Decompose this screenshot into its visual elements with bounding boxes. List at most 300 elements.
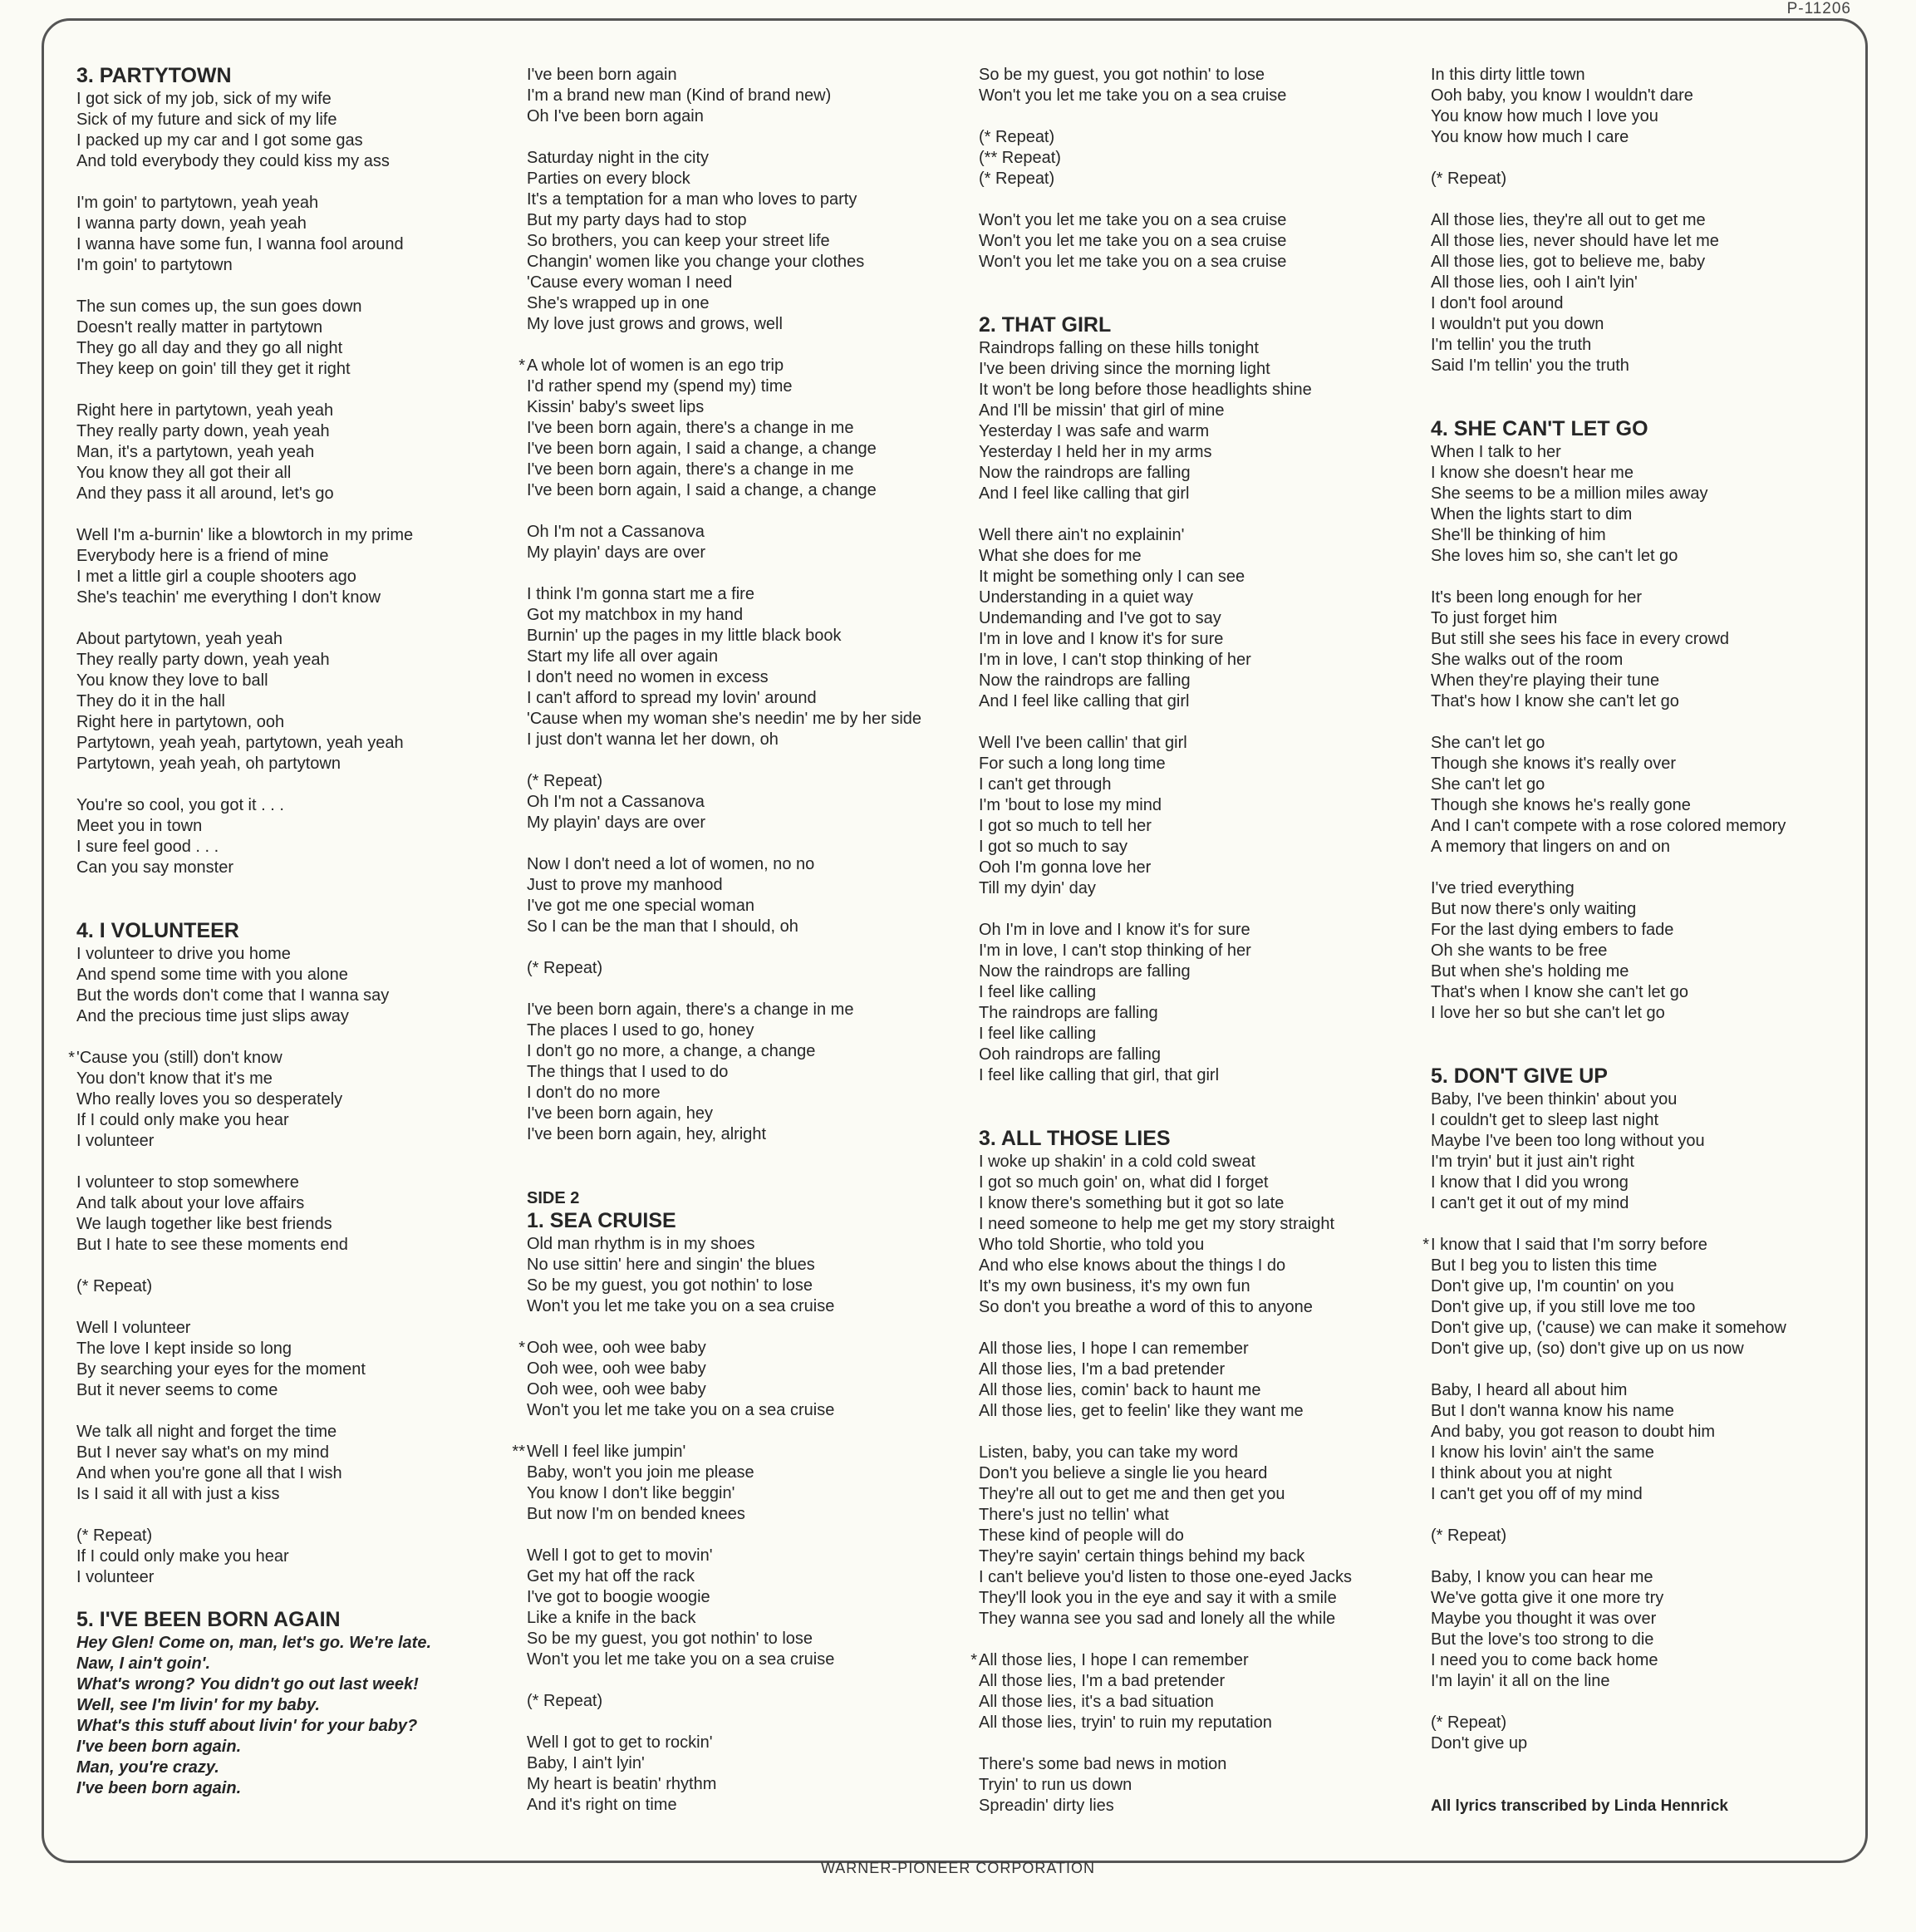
lyric-line: I'm in love, I can't stop thinking of her <box>979 941 1251 960</box>
lyric-line: Got my matchbox in my hand <box>527 606 744 624</box>
song-title: 3. ALL THOSE LIES <box>979 1127 1171 1150</box>
lyric-line: All those lies, I'm a bad pretender <box>979 1360 1226 1379</box>
lyric-line: All those lies, they're all out to get me <box>1431 211 1706 229</box>
spoken-intro-line: Man, you're crazy. <box>76 1758 219 1777</box>
stanza-gap <box>1431 858 1846 878</box>
lyric-line: I volunteer to drive you home <box>76 945 291 963</box>
lyric-line: All those lies, never should have let me <box>1431 232 1719 250</box>
lyric-line: Listen, baby, you can take my word <box>979 1443 1239 1462</box>
lyric-line: I volunteer to stop somewhere <box>76 1173 299 1192</box>
lyric-line: In this dirty little town <box>1431 66 1585 84</box>
lyric-line: (* Repeat) <box>527 1692 603 1710</box>
lyric-line: Sick of my future and sick of my life <box>76 111 337 129</box>
lyric-line: To just forget him <box>1431 609 1558 627</box>
stanza-gap <box>979 1318 1411 1339</box>
lyric-line: Kissin' baby's sweet lips <box>527 398 705 416</box>
lyric-line: I'm tryin' but it just ain't right <box>1431 1153 1634 1171</box>
lyric-line: I need someone to help me get my story straight <box>979 1215 1334 1233</box>
lyric-line: I don't go no more, a change, a change <box>527 1042 816 1060</box>
lyric-line: I've been born again <box>527 66 677 84</box>
lyric-line: Baby, I heard all about him <box>1431 1381 1628 1399</box>
stanza-gap <box>527 335 959 356</box>
transcription-credit: All lyrics transcribed by Linda Hennrick <box>1431 1797 1728 1815</box>
lyric-line: All those lies, tryin' to ruin my reputation <box>979 1713 1272 1732</box>
spoken-intro-line: Hey Glen! Come on, man, let's go. We're late. <box>76 1634 432 1652</box>
lyric-line: And the precious time just slips away <box>76 1007 349 1025</box>
lyric-line: Understanding in a quiet way <box>979 588 1193 607</box>
lyric-line: Start my life all over again <box>527 647 719 666</box>
lyric-line: Well I volunteer <box>76 1319 191 1337</box>
lyric-line: She can't let go <box>1431 734 1545 752</box>
lyric-line: Undemanding and I've got to say <box>979 609 1221 627</box>
lyric-line: (** Repeat) <box>979 149 1061 167</box>
lyric-line: My playin' days are over <box>527 543 706 562</box>
lyrics-column-1 <box>68 64 508 1799</box>
lyric-line: Won't you let me take you on a sea cruise <box>979 86 1287 105</box>
stanza-gap <box>979 1630 1411 1650</box>
stanza-gap <box>76 504 508 525</box>
lyric-line: But the love's too strong to die <box>1431 1630 1654 1649</box>
lyric-line: (* Repeat) <box>76 1277 153 1295</box>
lyric-line: And baby, you got reason to doubt him <box>1431 1423 1716 1441</box>
lyric-line: Maybe you thought it was over <box>1431 1610 1657 1628</box>
lyric-line: You're so cool, you got it . . . <box>76 796 284 814</box>
lyric-line: Well I got to get to rockin' <box>527 1733 713 1752</box>
stanza-gap <box>527 1525 959 1546</box>
lyric-line: Meet you in town <box>76 817 203 835</box>
lyric-line: Old man rhythm is in my shoes <box>527 1235 755 1253</box>
lyric-line: Baby, I ain't lyin' <box>527 1754 645 1772</box>
lyric-line: All those lies, I hope I can remember <box>979 1340 1249 1358</box>
lyric-line: By searching your eyes for the moment <box>76 1360 366 1379</box>
stanza-gap <box>979 1733 1411 1754</box>
lyric-text: Well I feel like jumpin' <box>527 1443 686 1461</box>
stanza-gap <box>527 127 959 148</box>
lyric-line: Well I've been callin' that girl <box>979 734 1187 752</box>
lyric-line: But now I'm on bended knees <box>527 1505 745 1523</box>
stanza-gap <box>1431 712 1846 733</box>
lyric-line: Yesterday I was safe and warm <box>979 422 1210 440</box>
lyric-line: I'm in love, I can't stop thinking of her <box>979 651 1251 669</box>
lyric-line: Won't you let me take you on a sea cruise <box>979 232 1287 250</box>
lyric-line: I wanna party down, yeah yeah <box>76 214 307 233</box>
stanza-gap <box>527 501 959 522</box>
lyric-line: I'm goin' to partytown <box>76 256 233 274</box>
stanza-gap <box>979 106 1411 127</box>
stanza-gap <box>527 979 959 1000</box>
lyric-line: That's when I know she can't let go <box>1431 983 1689 1001</box>
song-title: 3. PARTYTOWN <box>76 64 232 87</box>
stanza-gap <box>1431 1692 1846 1713</box>
lyric-line: So be my guest, you got nothin' to lose <box>527 1630 813 1648</box>
lyric-line: Now the raindrops are falling <box>979 464 1191 482</box>
lyric-line: I've been born again, hey, alright <box>527 1125 767 1143</box>
lyric-line: Ooh baby, you know I wouldn't dare <box>1431 86 1693 105</box>
lyric-line: So be my guest, you got nothin' to lose <box>527 1276 813 1295</box>
lyric-line: Partytown, yeah yeah, oh partytown <box>76 755 341 773</box>
lyrics-column-2 <box>512 65 959 1816</box>
stanza-gap <box>979 1086 1411 1107</box>
lyric-line: And spend some time with you alone <box>76 966 348 984</box>
lyric-line: Right here in partytown, ooh <box>76 713 285 731</box>
stanza-gap <box>1431 1214 1846 1235</box>
lyric-line: Like a knife in the back <box>527 1609 696 1627</box>
lyric-line: I'm a brand new man (Kind of brand new) <box>527 86 832 105</box>
lyric-line: They do it in the hall <box>76 692 225 710</box>
publisher-footer: WARNER-PIONEER CORPORATION <box>820 1860 1095 1876</box>
lyric-text: I know that I said that I'm sorry before <box>1431 1236 1707 1254</box>
lyric-line: All those lies, got to believe me, baby <box>1431 253 1706 271</box>
lyric-line: Oh I'm not a Cassanova <box>527 523 705 541</box>
lyric-line: For such a long long time <box>979 755 1166 773</box>
lyric-line: But I hate to see these moments end <box>76 1236 348 1254</box>
lyric-line: Though she knows he's really gone <box>1431 796 1691 814</box>
spoken-intro-line: Well, see I'm livin' for my baby. <box>76 1696 320 1714</box>
lyric-line: I wouldn't put you down <box>1431 315 1604 333</box>
stanza-gap <box>76 1256 508 1276</box>
lyric-line: We've gotta give it one more try <box>1431 1589 1664 1607</box>
lyric-line: The places I used to go, honey <box>527 1021 754 1040</box>
lyric-line: Don't give up, (so) don't give up on us now <box>1431 1340 1744 1358</box>
lyric-line: Don't give up, if you still love me too <box>1431 1298 1696 1316</box>
lyric-line: I've been born again, I said a change, a change <box>527 481 877 499</box>
lyric-line: But I never say what's on my mind <box>76 1443 329 1462</box>
song-title: 1. SEA CRUISE <box>527 1209 676 1232</box>
lyric-line: I volunteer <box>76 1568 155 1586</box>
lyric-line: My heart is beatin' rhythm <box>527 1775 717 1793</box>
lyric-text: A whole lot of women is an ego trip <box>527 356 784 375</box>
lyric-line: All those lies, ooh I ain't lyin' <box>1431 273 1638 292</box>
stanza-gap <box>76 774 508 795</box>
lyric-line: All those lies, it's a bad situation <box>979 1693 1214 1711</box>
lyric-line: I can't get you off of my mind <box>1431 1485 1643 1503</box>
lyric-line: It's a temptation for a man who loves to party <box>527 190 857 209</box>
stanza-gap <box>527 1145 959 1166</box>
lyric-line: I know she doesn't hear me <box>1431 464 1634 482</box>
lyric-line: Burnin' up the pages in my little black book <box>527 627 842 645</box>
lyric-line: But it never seems to come <box>76 1381 278 1399</box>
lyric-line: Well there ain't no explainin' <box>979 526 1185 544</box>
stanza-gap <box>1431 567 1846 587</box>
lyric-line: When the lights start to dim <box>1431 505 1633 524</box>
lyric-line: I know that I did you wrong <box>1431 1173 1629 1192</box>
stanza-gap <box>1431 1505 1846 1526</box>
lyric-line: For the last dying embers to fade <box>1431 921 1674 939</box>
lyric-line: I got so much goin' on, what did I forget <box>979 1173 1269 1192</box>
spoken-intro-line: I've been born again. <box>76 1738 242 1756</box>
lyric-line-marked <box>68 1048 508 1069</box>
lyric-line: What she does for me <box>979 547 1142 565</box>
lyric-line: Parties on every block <box>527 170 690 188</box>
lyric-line: Maybe I've been too long without you <box>1431 1132 1705 1150</box>
lyric-line: 'Cause when my woman she's needin' me by her side <box>527 710 922 728</box>
stanza-gap <box>979 273 1411 293</box>
lyric-line: That's how I know she can't let go <box>1431 692 1679 710</box>
lyric-line: Get my hat off the rack <box>527 1567 695 1585</box>
lyric-line: Is I said it all with just a kiss <box>76 1485 280 1503</box>
lyric-line-marked <box>518 356 959 376</box>
stanza-gap <box>76 608 508 629</box>
lyric-line: I feel like calling <box>979 1025 1097 1043</box>
lyric-line: I know there's something but it got so late <box>979 1194 1285 1212</box>
lyric-line: Well I'm a-burnin' like a blowtorch in my prime <box>76 526 414 544</box>
lyrics-column-4 <box>1422 65 1846 1816</box>
lyric-line: She's wrapped up in one <box>527 294 710 312</box>
lyric-line: I feel like calling that girl, that girl <box>979 1066 1220 1084</box>
stanza-gap <box>979 504 1411 525</box>
lyric-line: Well I got to get to movin' <box>527 1546 713 1565</box>
lyric-line: Won't you let me take you on a sea cruise <box>527 1401 835 1419</box>
lyric-line: I sure feel good . . . <box>76 838 219 856</box>
lyric-line: Oh I'm not a Cassanova <box>527 793 705 811</box>
lyric-line: I've got me one special woman <box>527 897 754 915</box>
spoken-intro-line: I've been born again. <box>76 1779 242 1797</box>
stanza-gap <box>1431 1359 1846 1380</box>
stanza-gap <box>76 1297 508 1318</box>
lyric-line: We talk all night and forget the time <box>76 1423 337 1441</box>
lyric-line: Just to prove my manhood <box>527 876 723 894</box>
lyric-line: When I talk to her <box>1431 443 1561 461</box>
lyric-line: I'd rather spend my (spend my) time <box>527 377 793 396</box>
lyric-line: Changin' women like you change your clothes <box>527 253 865 271</box>
lyric-line: You don't know that it's me <box>76 1069 273 1088</box>
lyric-line: Said I'm tellin' you the truth <box>1431 356 1629 375</box>
lyric-line: But the words don't come that I wanna say <box>76 986 390 1005</box>
lyric-line: Baby, I know you can hear me <box>1431 1568 1653 1586</box>
lyric-line: (* Repeat) <box>76 1526 153 1545</box>
lyric-line: But I beg you to listen this time <box>1431 1256 1658 1275</box>
lyric-line: So brothers, you can keep your street life <box>527 232 830 250</box>
lyric-line: She can't let go <box>1431 775 1545 794</box>
lyric-line: Saturday night in the city <box>527 149 710 167</box>
lyric-line: Though she knows it's really over <box>1431 755 1677 773</box>
song-title: 2. THAT GIRL <box>979 313 1112 337</box>
repeat-marker: * <box>970 1651 977 1669</box>
lyric-line: But my party days had to stop <box>527 211 747 229</box>
lyric-line: (* Repeat) <box>527 772 603 790</box>
lyric-line: I feel like calling <box>979 983 1097 1001</box>
stanza-gap <box>979 899 1411 920</box>
stanza-gap <box>1431 1754 1846 1775</box>
lyric-line-marked <box>512 1442 959 1463</box>
lyric-line: The love I kept inside so long <box>76 1340 292 1358</box>
stanza-gap <box>1431 1024 1846 1045</box>
lyric-line: I'm layin' it all on the line <box>1431 1672 1610 1690</box>
lyric-line: I met a little girl a couple shooters ago <box>76 568 356 586</box>
lyric-line-marked <box>518 1338 959 1359</box>
lyric-line-marked <box>1422 1235 1846 1256</box>
lyric-line: It won't be long before those headlights shine <box>979 381 1312 399</box>
lyric-line: I think I'm gonna start me a fire <box>527 585 754 603</box>
stanza-gap <box>527 563 959 584</box>
lyric-line: Ooh raindrops are falling <box>979 1045 1162 1064</box>
lyric-line: All those lies, get to feelin' like they want me <box>979 1402 1304 1420</box>
stanza-gap <box>76 1505 508 1526</box>
catalog-number: P-11206 <box>1786 0 1851 17</box>
lyric-line: And when you're gone all that I wish <box>76 1464 342 1482</box>
lyric-line: (* Repeat) <box>1431 1526 1507 1545</box>
lyric-line: So be my guest, you got nothin' to lose <box>979 66 1265 84</box>
side-label: SIDE 2 <box>527 1189 580 1207</box>
lyric-line: They'll look you in the eye and say it with a smile <box>979 1589 1337 1607</box>
lyric-line: I've tried everything <box>1431 879 1575 897</box>
stanza-gap <box>979 189 1411 210</box>
lyric-line: They really party down, yeah yeah <box>76 651 330 669</box>
stanza-gap <box>1431 1775 1846 1796</box>
lyric-line: About partytown, yeah yeah <box>76 630 282 648</box>
lyric-line: I'm 'bout to lose my mind <box>979 796 1162 814</box>
lyric-line: But now there's only waiting <box>1431 900 1637 918</box>
lyric-line: It's been long enough for her <box>1431 588 1643 607</box>
lyric-text: Ooh wee, ooh wee baby <box>527 1339 706 1357</box>
lyric-line: I couldn't get to sleep last night <box>1431 1111 1658 1129</box>
lyric-line: And talk about your love affairs <box>76 1194 305 1212</box>
lyric-line: Yesterday I held her in my arms <box>979 443 1212 461</box>
lyric-line: I can't get through <box>979 775 1112 794</box>
lyric-line: I woke up shakin' in a cold cold sweat <box>979 1153 1255 1171</box>
lyric-line: Baby, won't you join me please <box>527 1463 754 1482</box>
lyric-line: You know how much I love you <box>1431 107 1658 125</box>
lyric-line: It's my own business, it's my own fun <box>979 1277 1250 1295</box>
lyric-line-marked <box>970 1650 1411 1671</box>
repeat-marker: ** <box>512 1443 525 1461</box>
lyric-line: I packed up my car and I got some gas <box>76 131 363 150</box>
lyric-line: All those lies, I'm a bad pretender <box>979 1672 1226 1690</box>
lyric-line: And I can't compete with a rose colored memory <box>1431 817 1786 835</box>
lyric-line: I got sick of my job, sick of my wife <box>76 90 332 108</box>
lyric-line: They really party down, yeah yeah <box>76 422 330 440</box>
lyric-line: I can't get it out of my mind <box>1431 1194 1629 1212</box>
stanza-gap <box>527 937 959 958</box>
lyric-line: My playin' days are over <box>527 814 706 832</box>
lyric-line: Everybody here is a friend of mine <box>76 547 329 565</box>
lyric-line: Ooh wee, ooh wee baby <box>527 1380 706 1399</box>
lyric-line: And they pass it all around, let's go <box>76 484 334 503</box>
lyric-line: Raindrops falling on these hills tonight <box>979 339 1259 357</box>
stanza-gap <box>1431 1546 1846 1567</box>
stanza-gap <box>527 833 959 854</box>
lyric-line: 'Cause every woman I need <box>527 273 733 292</box>
lyric-line: All those lies, comin' back to haunt me <box>979 1381 1261 1399</box>
lyric-line: Don't give up, I'm countin' on you <box>1431 1277 1674 1295</box>
lyric-line: The things that I used to do <box>527 1063 729 1081</box>
stanza-gap <box>76 878 508 899</box>
lyric-line: But still she sees his face in every crowd <box>1431 630 1730 648</box>
lyric-line: And I feel like calling that girl <box>979 484 1190 503</box>
lyric-line: (* Repeat) <box>979 170 1055 188</box>
lyric-line: I don't need no women in excess <box>527 668 769 686</box>
repeat-marker: * <box>518 1339 525 1357</box>
lyric-line: I've been born again, hey <box>527 1104 713 1123</box>
lyric-line: When they're playing their tune <box>1431 671 1660 690</box>
lyric-line: If I could only make you hear <box>76 1111 289 1129</box>
stanza-gap <box>76 1401 508 1422</box>
stanza-gap <box>76 1152 508 1172</box>
lyric-line: Oh I've been born again <box>527 107 704 125</box>
lyric-line: I've been born again, there's a change in me <box>527 419 854 437</box>
lyric-line: Don't give up, ('cause) we can make it somehow <box>1431 1319 1786 1337</box>
lyric-line: I think about you at night <box>1431 1464 1612 1482</box>
lyric-line: I just don't wanna let her down, oh <box>527 730 779 749</box>
lyric-line: She'll be thinking of him <box>1431 526 1606 544</box>
lyric-line: She walks out of the room <box>1431 651 1624 669</box>
lyric-line: Tryin' to run us down <box>979 1776 1132 1794</box>
lyric-line: Doesn't really matter in partytown <box>76 318 323 337</box>
stanza-gap <box>979 712 1411 733</box>
stanza-gap <box>527 1670 959 1691</box>
lyric-line: And I'll be missin' that girl of mine <box>979 401 1225 420</box>
lyric-line: So I can be the man that I should, oh <box>527 917 798 936</box>
lyric-line: They're sayin' certain things behind my back <box>979 1547 1305 1566</box>
lyric-line: I know his lovin' ain't the same <box>1431 1443 1654 1462</box>
repeat-marker: * <box>1422 1236 1429 1254</box>
lyric-line: I love her so but she can't let go <box>1431 1004 1665 1022</box>
stanza-gap <box>527 1421 959 1442</box>
lyric-text: All those lies, I hope I can remember <box>979 1651 1249 1669</box>
lyric-line: (* Repeat) <box>1431 1713 1507 1732</box>
song-title: 4. I VOLUNTEER <box>76 919 239 942</box>
lyric-line: So don't you breathe a word of this to anyone <box>979 1298 1313 1316</box>
lyric-line: They wanna see you sad and lonely all the while <box>979 1610 1336 1628</box>
lyric-line: (* Repeat) <box>527 959 603 977</box>
lyric-line: I can't believe you'd listen to those one-eyed Jacks <box>979 1568 1353 1586</box>
lyric-line: Now the raindrops are falling <box>979 962 1191 981</box>
stanza-gap <box>527 750 959 771</box>
stanza-gap <box>527 1712 959 1733</box>
lyric-line: Won't you let me take you on a sea cruise <box>979 253 1287 271</box>
lyric-line: She seems to be a million miles away <box>1431 484 1708 503</box>
repeat-marker: * <box>68 1049 75 1067</box>
lyric-line: You know I don't like beggin' <box>527 1484 735 1502</box>
lyric-line: I can't afford to spread my lovin' around <box>527 689 817 707</box>
lyric-line: I've been born again, I said a change, a change <box>527 440 877 458</box>
lyric-line: Can you say monster <box>76 858 233 877</box>
song-title: 5. I'VE BEEN BORN AGAIN <box>76 1608 341 1631</box>
stanza-gap <box>527 1166 959 1187</box>
stanza-gap <box>1431 376 1846 397</box>
lyric-line: The sun comes up, the sun goes down <box>76 297 362 316</box>
lyric-line: And I feel like calling that girl <box>979 692 1190 710</box>
lyric-line: Oh she wants to be free <box>1431 941 1608 960</box>
lyric-line: She loves him so, she can't let go <box>1431 547 1678 565</box>
lyric-line: Who told Shortie, who told you <box>979 1236 1205 1254</box>
stanza-gap <box>527 1317 959 1338</box>
lyric-line: I got so much to say <box>979 838 1127 856</box>
lyric-text: 'Cause you (still) don't know <box>76 1049 282 1067</box>
stanza-gap <box>76 1027 508 1048</box>
lyric-line: It might be something only I can see <box>979 568 1245 586</box>
lyric-line: Man, it's a partytown, yeah yeah <box>76 443 315 461</box>
lyrics-column-3 <box>970 65 1411 1816</box>
lyric-line: I've been born again, there's a change in me <box>527 1000 854 1019</box>
stanza-gap <box>76 172 508 193</box>
lyric-line: Won't you let me take you on a sea cruise <box>527 1650 835 1669</box>
lyric-line: A memory that lingers on and on <box>1431 838 1670 856</box>
lyric-line: You know they love to ball <box>76 671 268 690</box>
lyric-line: She's teachin' me everything I don't know <box>76 588 381 607</box>
lyric-line: Ooh I'm gonna love her <box>979 858 1152 877</box>
lyric-line: I've been born again, there's a change in me <box>527 460 854 479</box>
lyric-line: There's some bad news in motion <box>979 1755 1227 1773</box>
song-title: 4. SHE CAN'T LET GO <box>1431 417 1648 440</box>
lyric-line: Now the raindrops are falling <box>979 671 1191 690</box>
lyric-line: They're all out to get me and then get you <box>979 1485 1285 1503</box>
lyric-line: These kind of people will do <box>979 1526 1184 1545</box>
repeat-marker: * <box>518 356 525 375</box>
lyric-line: There's just no tellin' what <box>979 1506 1169 1524</box>
lyric-line: (* Repeat) <box>979 128 1055 146</box>
lyric-line: (* Repeat) <box>1431 170 1507 188</box>
